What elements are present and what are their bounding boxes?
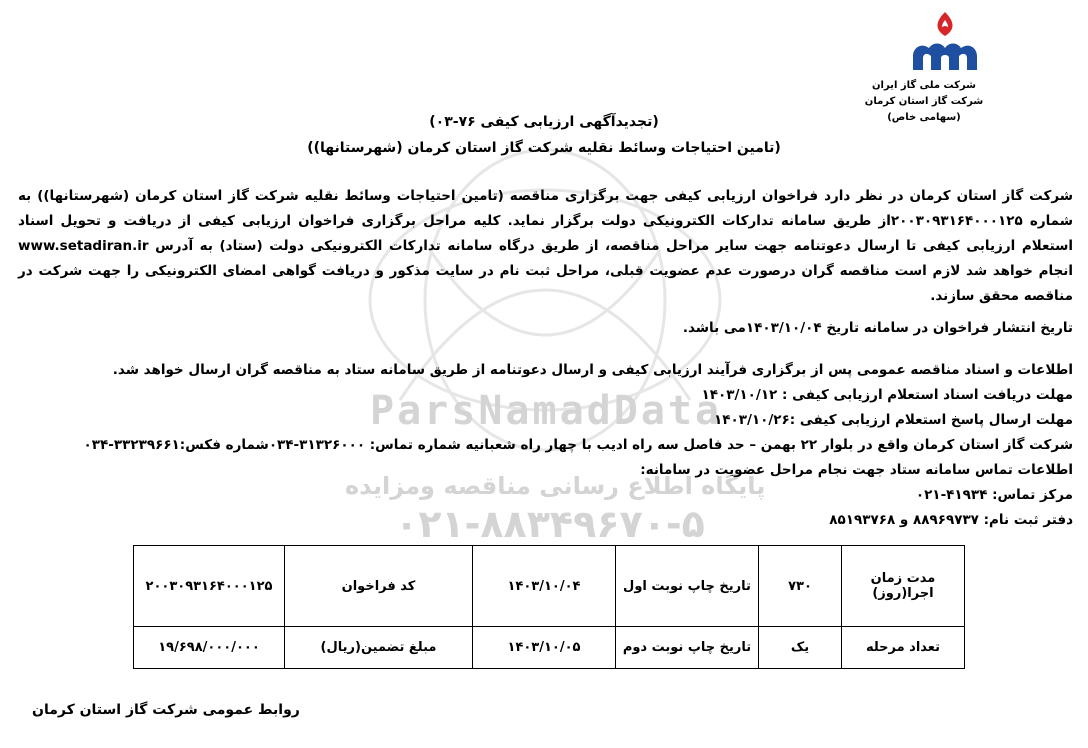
intro-paragraph: شرکت گاز استان کرمان در نظر دارد فراخوان ارزیابی کیفی جهت برگزاری مناقصه (تامین احتیاجات وسائط نقلیه شرکت گاز استان کرمان (شهرستانها)) به شماره ۲۰۰۳۰۹۳۱۶۴۰۰۰۱۲۵از طریق سامانه تدارکات الکترونیکی دولت برگزار نماید. کلیه مراحل برگزاری فراخوان ارزیابی کیفی از دریافت و تحویل اسناد استعلام ارزیابی کیفی تا ارسال دعوتنامه جهت سایر مراحل مناقصه، از طریق درگاه سامانه تدارکات الکترونیکی دولت (ستاد) به آدرس www.setadiran.ir انجام خواهد شد لازم است مناقصه گران درصورت عدم عضویت قبلی، مراحل ثبت نام در سایت مذکور و دریافت گواهی امضای الکترونیکی را جهت شرکت در مناقصه محقق سازند.	[18, 188, 1073, 304]
table-cell: ۱۹/۶۹۸/۰۰۰/۰۰۰	[134, 627, 285, 669]
table-cell: ۱۴۰۳/۱۰/۰۴	[473, 546, 616, 627]
nigc-flame-logo-icon	[905, 8, 985, 78]
table-cell: مدت زمان اجرا(روز)	[842, 546, 965, 627]
info-line-receive-deadline: مهلت دریافت اسناد استعلام ارزیابی کیفی : ۱۴۰۳/۱۰/۱۲	[701, 387, 1073, 403]
info-line-setad-contact: اطلاعات تماس سامانه ستاد جهت نجام مراحل عضویت در سامانه:	[640, 462, 1073, 478]
company-line1: شرکت ملی گاز ایران	[872, 80, 976, 91]
company-line3: (سهامی خاص)	[887, 112, 961, 123]
publication-date-text: تاریخ انتشار فراخوان در سامانه تاریخ ۱۴۰۳/۱۰/۰۴می باشد.	[682, 320, 1073, 336]
company-line2: شرکت گاز استان کرمان	[864, 96, 984, 107]
footer-signature: روابط عمومی شرکت گاز استان کرمان	[32, 702, 300, 718]
info-line-address: شرکت گاز استان کرمان واقع در بلوار ۲۲ بهمن – حد فاصل سه راه ادیب با چهار راه شعبانیه شماره تماس: ۳۱۳۲۶۰۰۰-۰۳۴شماره فکس:۳۳۲۳۹۶۶۱-۰۳۴	[83, 437, 1073, 453]
watermark-phone: ۰۲۱-۸۸۳۴۹۶۷۰-۵	[395, 502, 705, 546]
watermark-brand: ParsNamadData	[370, 388, 723, 434]
tender-details-table	[133, 545, 965, 669]
company-logo	[905, 8, 985, 78]
info-line-documents: اطلاعات و اسناد مناقصه عمومی پس از برگزاری فرآیند ارزیابی کیفی و ارسال دعوتنامه از طریق سامانه ستاد به مناقصه گران ارسال خواهد شد.	[112, 362, 1073, 378]
table-cell: تعداد مرحله	[842, 627, 965, 669]
table-cell: کد فراخوان	[285, 546, 473, 627]
table-row	[134, 627, 965, 669]
watermark-slogan: پایگاه اطلاع رسانی مناقصه ومزایده	[345, 472, 766, 500]
table-cell: مبلغ تضمین(ریال)	[285, 627, 473, 669]
info-line-call-center: مرکز تماس: ۴۱۹۳۴-۰۲۱	[915, 487, 1073, 503]
table-cell: تاریخ چاپ نوبت دوم	[616, 627, 759, 669]
table-cell: ۲۰۰۳۰۹۳۱۶۴۰۰۰۱۲۵	[134, 546, 285, 627]
notice-title: (تجدیدآگهی ارزیابی کیفی ۷۶-۰۳)	[429, 114, 659, 130]
notice-subtitle: (تامین احتیاجات وسائط نقلیه شرکت گاز استان کرمان (شهرستانها))	[307, 140, 781, 156]
info-block	[18, 358, 1073, 533]
table-cell: تاریخ چاپ نوبت اول	[616, 546, 759, 627]
info-line-submit-deadline: مهلت ارسال پاسخ استعلام ارزیابی کیفی :۱۴۰۳/۱۰/۲۶	[713, 412, 1073, 428]
table-row	[134, 546, 965, 627]
table-cell: یک	[759, 627, 842, 669]
table-cell: ۷۳۰	[759, 546, 842, 627]
info-line-registration: دفتر ثبت نام: ۸۸۹۶۹۷۳۷ و ۸۵۱۹۳۷۶۸	[829, 512, 1073, 528]
table-cell: ۱۴۰۳/۱۰/۰۵	[473, 627, 616, 669]
